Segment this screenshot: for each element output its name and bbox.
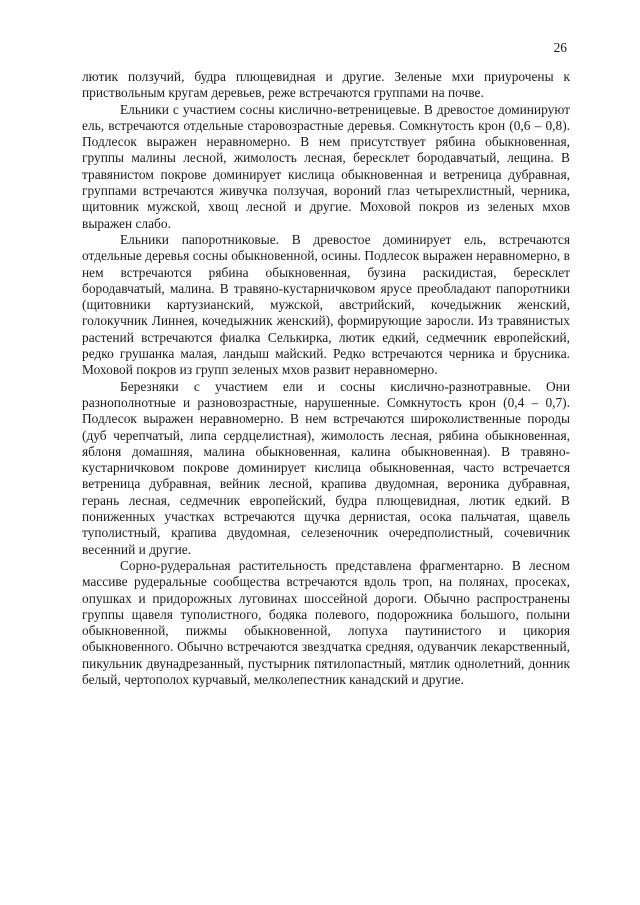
paragraph-spruce-fern: Ельники папоротниковые. В древостое доминирует ель, встречаются отдельные деревья сосны обыкновенной, осины. Подлесок выражен неравномерно, в нем встречаются рябина обыкновенная, бузина раскидистая, бересклет бородавчатый, малина. В травяно-кустарничковом ярусе преобладают папоротники (щитовники картузианский, мужской, австрийский, кочедыжник женский, голокучник Линнея, кочедыжник женский), формирующие заросли. Из травянистых растений встречаются фиалка Селькирка, лютик едкий, седмечник европейский, редко грушанка малая, ландыш майский. Редко встречаются черника и брусника. Моховой покров из групп зеленых мхов развит неравномерно. (82, 231, 570, 378)
paragraph-birch-forest: Березняки с участием ели и сосны кислично-разнотравные. Они разнополнотные и разновозрастные, нарушенные. Сомкнутость крон (0,4 – 0,7). Подлесок выражен неравномерно. В нем встречаются широколиственные породы (дуб черепчатый, липа сердцелистная), жимолость лесная, рябина обыкновенная, яблоня домашняя, малина обыкновенная, калина обыкновенная). В травяно-кустарничковом покрове доминирует кислица обыкновенная, часто встречается ветреница дубравная, вейник лесной, крапива двудомная, вероника дубравная, герань лесная, седмечник европейский, будра плющевидная, лютик едкий. В пониженных участках встречаются щучка дернистая, осока пальчатая, щавель туполистный, крапива двудомная, селезеночник очередполистный, сочевичник весенний и другие. (82, 378, 570, 557)
document-body (82, 69, 570, 688)
paragraph-spruce-oxalis: Ельники с участием сосны кислично-ветреницевые. В древостое доминируют ель, встречаются отдельные старовозрастные деревья. Сомкнутость крон (0,6 – 0,8). Подлесок выражен неравномерно. В нем присутствует рябина обыкновенная, группы малины лесной, жимолость лесная, бересклет бородавчатый, лещина. В травянистом покрове доминирует кислица обыкновенная и ветреница дубравная, группами встречаются живучка ползучая, вороний глаз четырехлистный, черника, щитовник мужской, хвощ лесной и другие. Моховой покров из зеленых мхов выражен слабо. (82, 101, 570, 231)
paragraph-continuation: лютик ползучий, будра плющевидная и другие. Зеленые мхи приурочены к приствольным кругам деревьев, реже встречаются группами на почве. (82, 69, 570, 101)
page-number: 26 (553, 40, 567, 55)
paragraph-ruderal-vegetation: Сорно-рудеральная растительность представлена фрагментарно. В лесном массиве рудеральные сообщества встречаются вдоль троп, на полянах, просеках, опушках и придорожных луговинах шоссейной дороги. Обычно распространены группы щавеля туполистного, бодяка полевого, подорожника большого, полыни обыкновенной, пижмы обыкновенной, лопуха паутинистого и цикория обыкновенного. Обычно встречаются звездчатка средняя, одуванчик лекарственный, пикульник двунадрезанный, пустырник пятилопастный, мятлик однолетний, донник белый, чертополох курчавый, мелколепестник канадский и другие. (82, 557, 570, 687)
